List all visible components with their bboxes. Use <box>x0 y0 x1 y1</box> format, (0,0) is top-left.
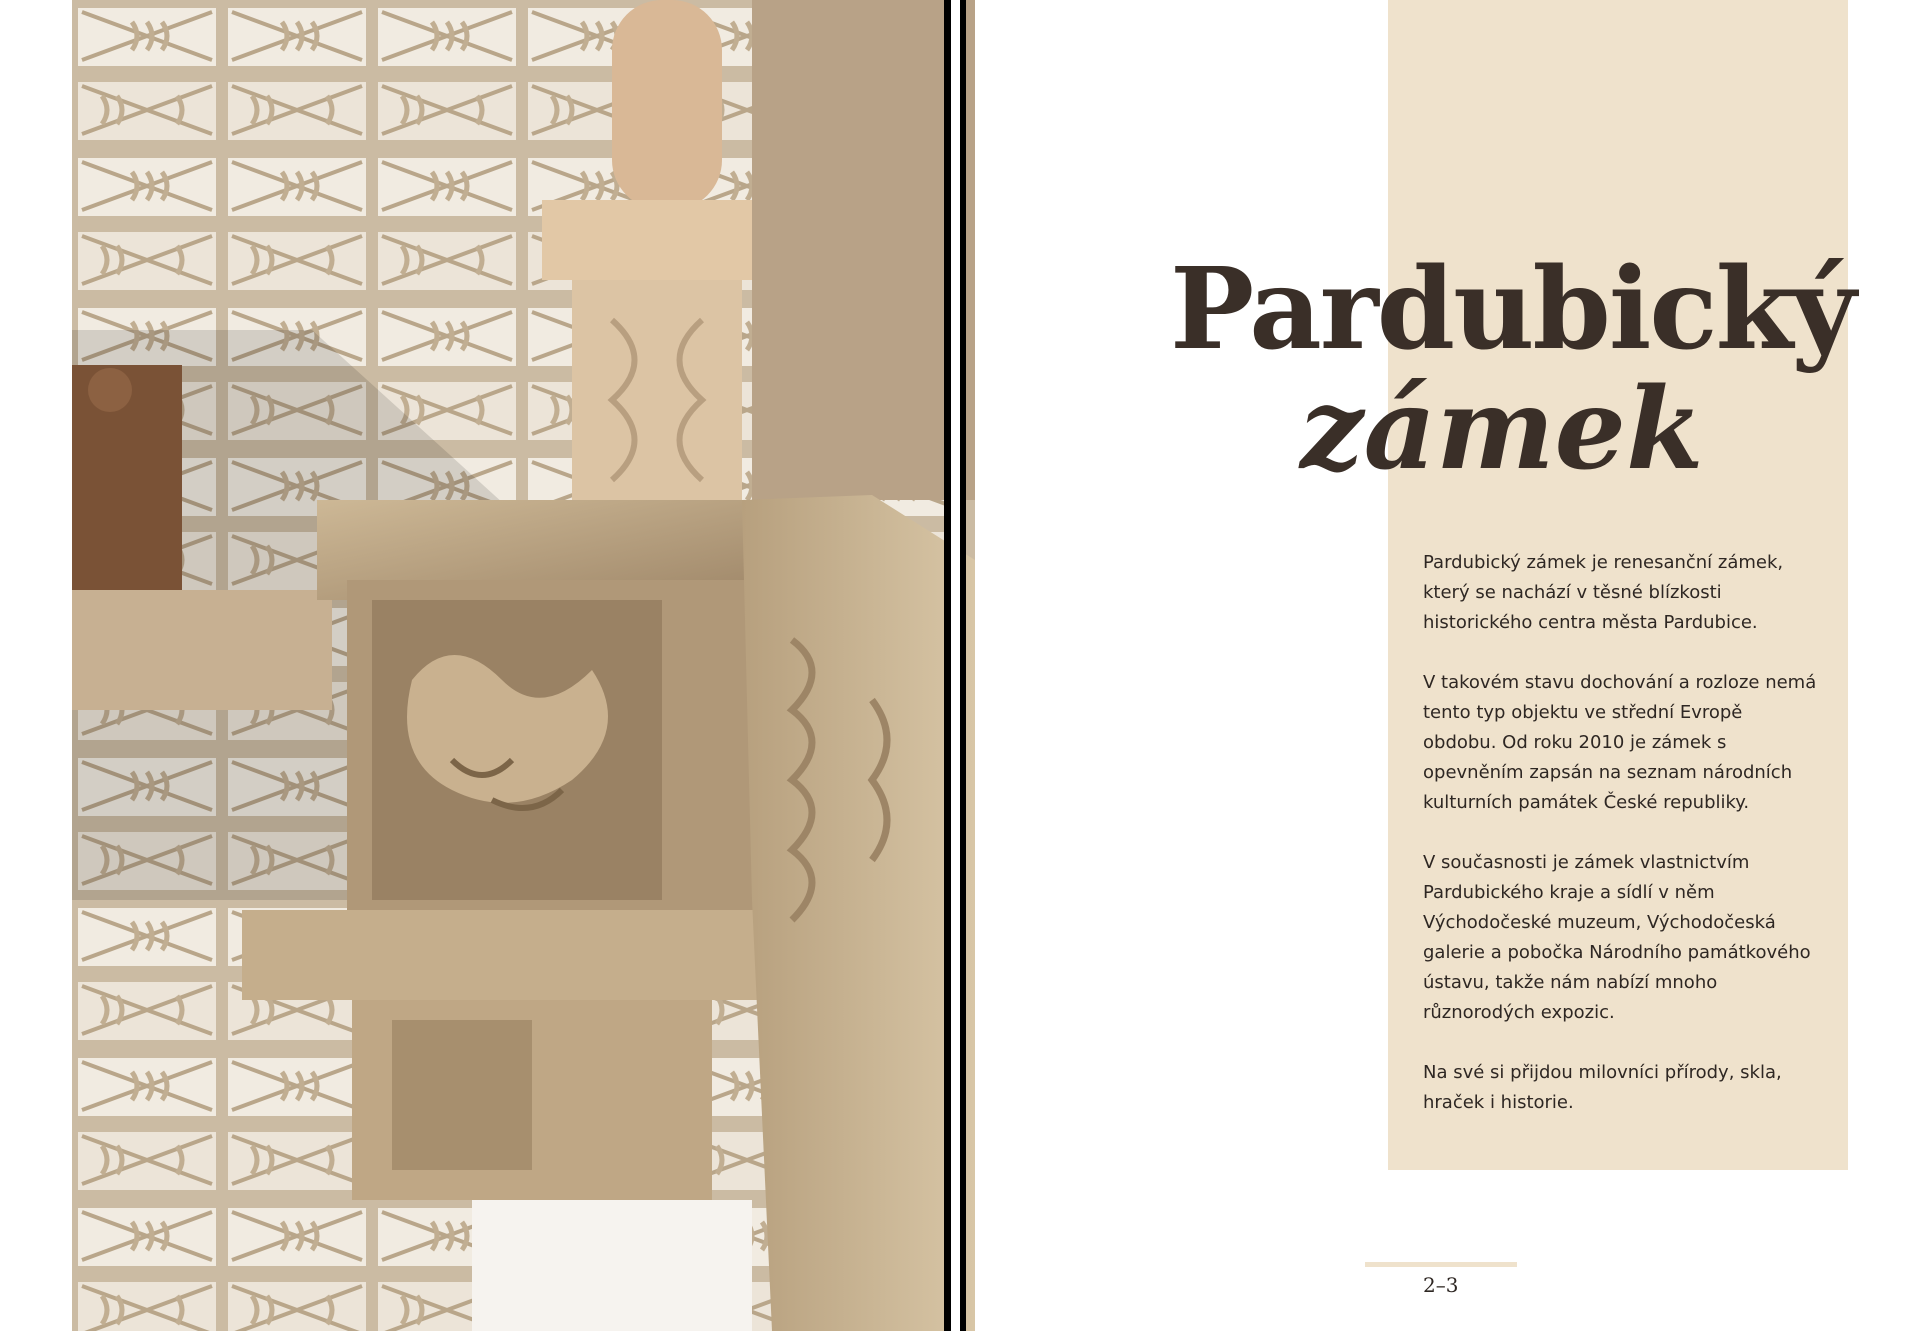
paragraph-1: Pardubický zámek je renesanční zámek, který se nachází v těsné blízkosti historického centra města Pardubice. <box>1423 552 1784 633</box>
paragraph-2: V takovém stavu dochování a rozloze nemá tento typ objektu ve střední Evropě obdobu. Od roku 2010 je zámek s opevněním zapsán na seznam národních kulturních památek České republiky. <box>1423 672 1817 813</box>
photo-illustration <box>72 0 975 1331</box>
spread-gutter-highlight <box>951 0 960 1331</box>
title-line-1: Pardubický <box>1170 244 1855 375</box>
title-line-2: zámek <box>1300 364 1704 495</box>
paragraph-4: Na své si přijdou milovníci přírody, skla, hraček i historie. <box>1423 1062 1782 1113</box>
body-text <box>1423 548 1818 1148</box>
page-number: 2–3 <box>1423 1273 1459 1297</box>
page-title <box>1170 244 1855 495</box>
castle-stone-carving-photo <box>72 0 975 1331</box>
footer-rule <box>1365 1262 1517 1267</box>
paragraph-3: V současnosti je zámek vlastnictvím Pardubického kraje a sídlí v něm Východočeské muzeum, Východočeská galerie a pobočka Národního památkového ústavu, takže nám nabízí mnoho různorodých expozic. <box>1423 852 1811 1023</box>
